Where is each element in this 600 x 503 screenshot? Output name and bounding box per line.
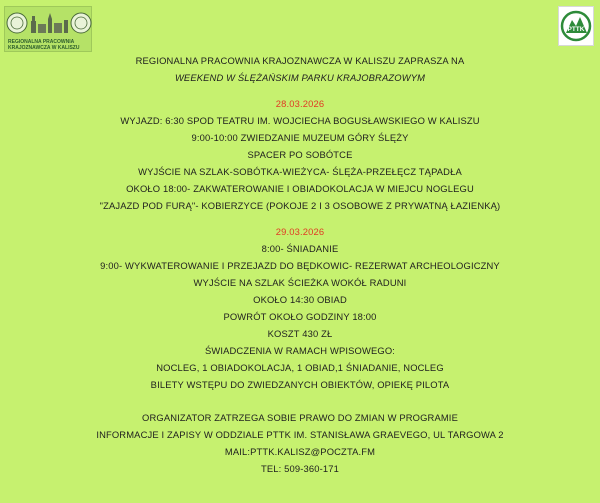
day2-line: 9:00- WYKWATEROWANIE I PRZEJAZD DO BĘDKOWIC- REZERWAT ARCHEOLOGICZNY xyxy=(100,260,500,271)
day1-date: 28.03.2026 xyxy=(275,98,325,109)
day2-date: 29.03.2026 xyxy=(275,226,325,237)
day2-line: KOSZT 430 ZŁ xyxy=(267,328,333,339)
header-line1: REGIONALNA PRACOWNIA KRAJOZNAWCZA W KALISZU ZAPRASZA NA xyxy=(135,55,465,66)
logo-caption-line1: REGIONALNA PRACOWNIA xyxy=(8,39,75,45)
day2-line: WYJŚCIE NA SZLAK ŚCIEŻKA WOKÓŁ RADUNI xyxy=(193,277,407,288)
day1-line: 9:00-10:00 ZWIEDZANIE MUZEUM GÓRY ŚLĘŻY xyxy=(191,132,409,143)
day1-line: "ZAJAZD POD FURĄ"- KOBIERZYCE (POKOJE 2 I 3 OSOBOWE Z PRYWATNĄ ŁAZIENKĄ) xyxy=(99,200,501,211)
day2-line: NOCLEG, 1 OBIADOKOLACJA, 1 OBIAD,1 ŚNIADANIE, NOCLEG xyxy=(156,362,444,373)
announcement xyxy=(0,52,600,477)
day1-line: WYJAZD: 6:30 SPOD TEATRU IM. WOJCIECHA BOGUSŁAWSKIEGO W KALISZU xyxy=(120,115,480,126)
day1-line: WYJŚCIE NA SZLAK-SOBÓTKA-WIEŻYCA- ŚLĘŻA-PRZEŁĘCZ TĄPADŁA xyxy=(138,166,462,177)
day1-line: SPACER PO SOBÓTCE xyxy=(247,149,353,160)
logo-caption xyxy=(8,39,79,51)
footer-line: ORGANIZATOR ZATRZEGA SOBIE PRAWO DO ZMIAN W PROGRAMIE xyxy=(142,412,458,423)
header-line2: WEEKEND W ŚLĘŻAŃSKIM PARKU KRAJOBRAZOWYM xyxy=(174,72,426,83)
day2-line: 8:00- ŚNIADANIE xyxy=(261,243,339,254)
pttk-logo-text: PTTK xyxy=(567,26,585,33)
city-skyline-icon xyxy=(5,7,93,39)
pttk-logo xyxy=(558,6,594,46)
footer-email: MAIL:PTTK.KALISZ@POCZTA.FM xyxy=(224,446,376,457)
regional-workshop-logo xyxy=(4,6,92,52)
day2-line: POWRÓT OKOŁO GODZINY 18:00 xyxy=(223,311,377,322)
footer-phone: TEL: 509-360-171 xyxy=(261,463,339,474)
footer-line: INFORMACJE I ZAPISY W ODDZIALE PTTK IM. STANISŁAWA GRAEVEGO, UL TARGOWA 2 xyxy=(96,429,504,440)
logo-caption-line2: KRAJOZNAWCZA W KALISZU xyxy=(8,45,80,51)
pttk-emblem-icon xyxy=(558,6,594,46)
day2-line: ŚWIADCZENIA W RAMACH WPISOWEGO: xyxy=(204,345,396,356)
day1-line: OKOŁO 18:00- ZAKWATEROWANIE I OBIADOKOLACJA W MIEJCU NOGLEGU xyxy=(126,183,474,194)
day2-line: BILETY WSTĘPU DO ZWIEDZANYCH OBIEKTÓW, OPIEKĘ PILOTA xyxy=(150,379,450,390)
day2-line: OKOŁO 14:30 OBIAD xyxy=(253,294,347,305)
